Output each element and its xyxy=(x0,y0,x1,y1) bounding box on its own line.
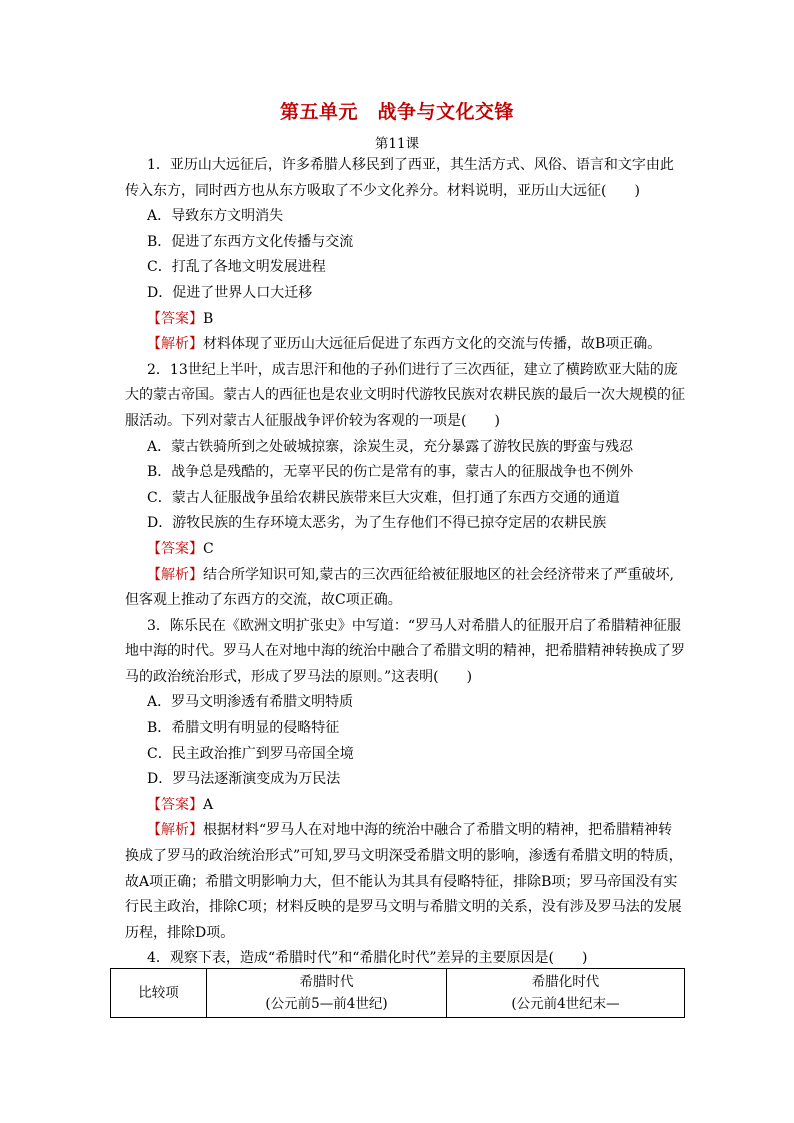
answer-label: 【答案】 xyxy=(147,796,203,813)
option-c: C．打乱了各地文明发展进程 xyxy=(147,259,326,276)
answer-label: 【答案】 xyxy=(147,310,203,327)
comparison-table xyxy=(110,968,685,1018)
option-b: B．促进了东西方文化传播与交流 xyxy=(147,233,354,250)
answer-value: B xyxy=(203,310,214,327)
option-b: B．希腊文明有明显的侵略特征 xyxy=(147,720,340,737)
analysis-text: 根据材料“罗马人在对地中海的统治中融合了希腊文明的精神，把希腊精神转换成了罗马的政治统治形式”可知,罗马文明深受希腊文明的影响，渗透有希腊文明的特质，故A项正确；希腊文明影响力大，但不能认为其具有侵略特征，排除B项；罗马帝国没有实行民主政治，排除C项；材料反映的是罗马文明与希腊文明的关系，没有涉及罗马法的发展历程，排除D项。 xyxy=(125,822,683,941)
option-d: D．罗马法逐渐演变成为万民法 xyxy=(147,771,341,788)
answer-line xyxy=(125,307,685,333)
question-stem: 4．观察下表，造成“希腊时代”和“希腊化时代”差异的主要原因是( ) xyxy=(147,950,588,967)
analysis-line xyxy=(125,818,685,946)
header-label: 希腊化时代 xyxy=(531,974,600,990)
analysis-line xyxy=(125,332,685,358)
table-header-cell: 比较项 xyxy=(111,969,207,1018)
analysis-label: 【解析】 xyxy=(147,566,203,583)
answer-line xyxy=(125,537,685,563)
option-a: A．导致东方文明消失 xyxy=(147,208,284,225)
question-list xyxy=(125,153,685,972)
question-stem: 3．陈乐民在《欧洲文明扩张史》中写道：“罗马人对希腊人的征服开启了希腊精神征服地中海的时代。罗马人在对地中海的统治中融合了希腊文明的精神，把希腊精神转换成了罗马的政治统治形式，形成了罗马法的原则。”这表明( ) xyxy=(125,617,685,685)
question-stem: 2．13世纪上半叶，成吉思汗和他的子孙们进行了三次西征，建立了横跨欧亚大陆的庞大的蒙古帝国。蒙古人的西征也是农业文明时代游牧民族对农耕民族的最后一次大规模的征服活动。下列对蒙古人征服战争评价较为客观的一项是( ) xyxy=(125,361,685,429)
analysis-line xyxy=(125,563,685,614)
header-period: (公元前4世纪末— xyxy=(511,996,620,1012)
answer-line xyxy=(125,793,685,819)
analysis-text: 材料体现了亚历山大远征后促进了东西方文化的交流与传播，故B项正确。 xyxy=(203,336,662,353)
analysis-text: 结合所学知识可知,蒙古的三次西征给被征服地区的社会经济带来了严重破坏,但客观上推动了东西方的交流，故C项正确。 xyxy=(125,566,674,609)
table-header-cell xyxy=(447,969,685,1018)
analysis-label: 【解析】 xyxy=(147,822,203,839)
option-d: D．促进了世界人口大迁移 xyxy=(147,284,313,301)
lesson-heading: 第11课 xyxy=(374,136,420,152)
option-c: C．民主政治推广到罗马帝国全境 xyxy=(147,745,354,762)
option-c: C．蒙古人征服战争虽给农耕民族带来巨大灾难，但打通了东西方交通的通道 xyxy=(147,489,620,506)
unit-title: 第五单元 战争与文化交锋 xyxy=(279,101,514,123)
option-a: A．罗马文明渗透有希腊文明特质 xyxy=(147,694,354,711)
question-stem: 1．亚历山大远征后，许多希腊人移民到了西亚，其生活方式、风俗、语言和文字由此传入东方，同时西方也从东方吸取了不少文化养分。材料说明，亚历山大远征( ) xyxy=(125,157,674,199)
option-d: D．游牧民族的生存环境太恶劣，为了生存他们不得已掠夺定居的农耕民族 xyxy=(147,515,607,532)
option-b: B．战争总是残酷的，无辜平民的伤亡是常有的事，蒙古人的征服战争也不例外 xyxy=(147,464,634,481)
option-a: A．蒙古铁骑所到之处破城掠寨，涂炭生灵，充分暴露了游牧民族的野蛮与残忍 xyxy=(147,438,634,455)
answer-label: 【答案】 xyxy=(147,540,203,557)
analysis-label: 【解析】 xyxy=(147,336,203,353)
table-header-cell xyxy=(207,969,447,1018)
header-label: 希腊时代 xyxy=(299,974,354,990)
answer-value: A xyxy=(203,796,214,813)
answer-value: C xyxy=(203,540,214,557)
header-period: (公元前5—前4世纪) xyxy=(265,996,388,1012)
table-header-row xyxy=(111,969,685,1018)
